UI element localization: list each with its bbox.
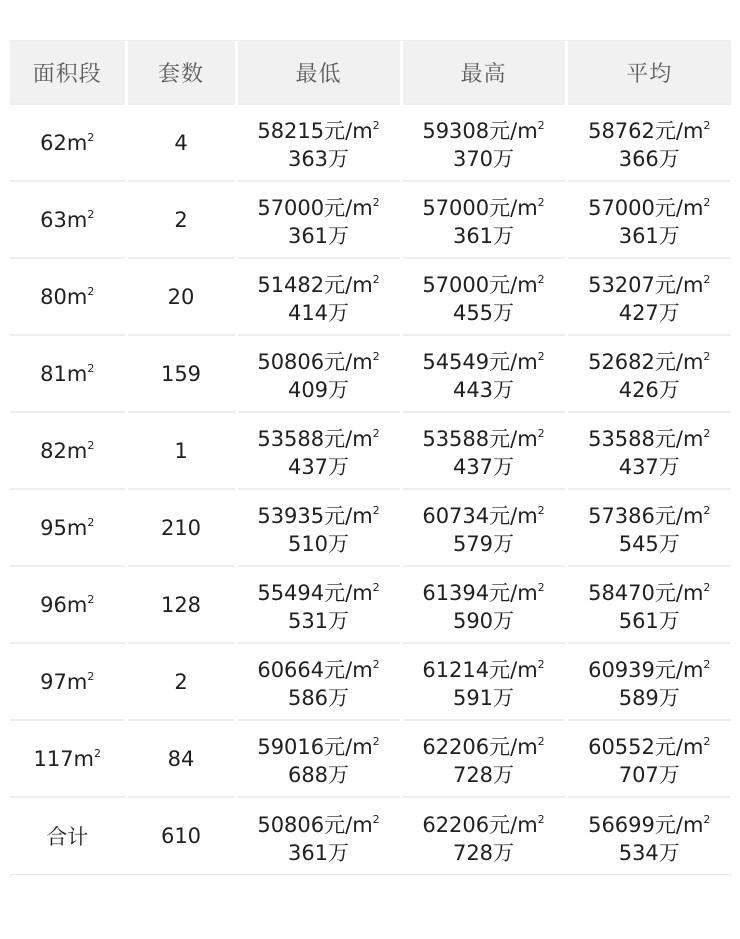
max-unit-price: 54549元$/m^2$: [422, 350, 545, 374]
min-unit-price: 50806元$/m^2$: [257, 812, 380, 837]
count-value: 1: [174, 438, 188, 463]
avg-cell: [566, 104, 731, 181]
avg-cell: [566, 566, 731, 643]
header-row: [10, 41, 731, 104]
min-total-price: 688万: [287, 763, 350, 787]
count-cell: [126, 797, 236, 874]
max-total-price: 437万: [452, 455, 515, 479]
count-cell: [126, 643, 236, 720]
min-cell: [236, 258, 401, 335]
max-cell: [401, 489, 566, 566]
avg-cell: [566, 412, 731, 489]
count-value: 210: [160, 515, 202, 540]
avg-total-price: 361万: [618, 224, 680, 248]
count-value: 610: [160, 824, 202, 848]
avg-unit-price: 57000元$/m^2$: [588, 196, 711, 220]
area-cell: [10, 643, 126, 720]
area-value: $95m^2$: [40, 515, 95, 540]
min-unit-price: 53935元$/m^2$: [257, 504, 380, 528]
max-total-price: 361万: [452, 224, 515, 248]
min-cell: [236, 104, 401, 181]
area-value: $80m^2$: [40, 284, 95, 309]
area-cell: [10, 335, 126, 412]
avg-unit-price: 57386元$/m^2$: [588, 504, 711, 528]
min-unit-price: 58215元$/m^2$: [257, 119, 380, 143]
area-value: $96m^2$: [40, 592, 95, 617]
min-unit-price: 60664元$/m^2$: [257, 658, 380, 682]
avg-unit-price: 53207元$/m^2$: [588, 273, 711, 297]
min-cell: [236, 412, 401, 489]
price-table-container: [10, 40, 731, 875]
area-cell: [10, 104, 126, 181]
area-cell: [10, 797, 126, 874]
max-unit-price: 57000元$/m^2$: [422, 273, 545, 297]
table-row: [10, 104, 731, 181]
count-cell: [126, 412, 236, 489]
count-value: 2: [174, 669, 188, 694]
area-cell: [10, 566, 126, 643]
avg-cell: [566, 797, 731, 874]
price-table: [10, 41, 731, 874]
min-total-price: 361万: [287, 224, 350, 248]
table-row: [10, 797, 731, 874]
max-unit-price: 57000元$/m^2$: [422, 196, 545, 220]
max-total-price: 443万: [452, 378, 515, 402]
max-unit-price: 62206元$/m^2$: [422, 812, 545, 837]
table-row: [10, 335, 731, 412]
max-unit-price: 53588元$/m^2$: [422, 427, 545, 451]
area-value: 合计: [46, 825, 89, 849]
count-cell: [126, 258, 236, 335]
table-row: [10, 412, 731, 489]
area-cell: [10, 258, 126, 335]
header-max: 最高: [401, 41, 566, 104]
min-cell: [236, 181, 401, 258]
min-cell: [236, 643, 401, 720]
area-value: $63m^2$: [40, 207, 95, 232]
header-min: 最低: [236, 41, 401, 104]
avg-total-price: 707万: [618, 763, 680, 787]
min-cell: [236, 566, 401, 643]
max-total-price: 370万: [452, 147, 515, 171]
avg-cell: [566, 258, 731, 335]
area-value: $62m^2$: [40, 130, 95, 155]
table-body: [10, 104, 731, 874]
avg-cell: [566, 720, 731, 797]
min-total-price: 363万: [287, 147, 350, 171]
avg-total-price: 366万: [618, 147, 680, 171]
table-row: [10, 181, 731, 258]
max-cell: [401, 412, 566, 489]
area-value: $81m^2$: [40, 361, 95, 386]
area-value: $82m^2$: [40, 438, 95, 463]
header-area: 面积段: [10, 41, 126, 104]
min-unit-price: 55494元$/m^2$: [257, 581, 380, 605]
count-cell: [126, 489, 236, 566]
max-total-price: 591万: [452, 686, 515, 710]
max-unit-price: 62206元$/m^2$: [422, 735, 545, 759]
avg-total-price: 545万: [618, 532, 680, 556]
avg-unit-price: 58470元$/m^2$: [588, 581, 711, 605]
max-cell: [401, 181, 566, 258]
count-value: 4: [174, 130, 188, 155]
min-unit-price: 50806元$/m^2$: [257, 350, 380, 374]
table-row: [10, 566, 731, 643]
max-cell: [401, 797, 566, 874]
avg-unit-price: 52682元$/m^2$: [588, 350, 711, 374]
avg-unit-price: 56699元$/m^2$: [588, 812, 711, 837]
table-row: [10, 489, 731, 566]
max-total-price: 579万: [452, 532, 515, 556]
max-cell: [401, 104, 566, 181]
count-value: 20: [167, 284, 195, 309]
count-value: 128: [160, 592, 202, 617]
min-cell: [236, 797, 401, 874]
count-cell: [126, 335, 236, 412]
min-cell: [236, 489, 401, 566]
min-total-price: 437万: [287, 455, 350, 479]
min-total-price: 586万: [287, 686, 350, 710]
avg-unit-price: 53588元$/m^2$: [588, 427, 711, 451]
avg-cell: [566, 181, 731, 258]
table-row: [10, 258, 731, 335]
avg-total-price: 589万: [618, 686, 680, 710]
avg-total-price: 427万: [618, 301, 680, 325]
max-unit-price: 61214元$/m^2$: [422, 658, 545, 682]
min-unit-price: 51482元$/m^2$: [257, 273, 380, 297]
header-avg: 平均: [566, 41, 731, 104]
avg-total-price: 426万: [618, 378, 680, 402]
max-unit-price: 59308元$/m^2$: [422, 119, 545, 143]
count-value: 2: [174, 207, 188, 232]
min-total-price: 510万: [287, 532, 350, 556]
header-count: 套数: [126, 41, 236, 104]
area-value: $117m^2$: [33, 746, 102, 771]
max-cell: [401, 258, 566, 335]
max-cell: [401, 643, 566, 720]
min-total-price: 361万: [287, 840, 350, 865]
avg-total-price: 534万: [618, 840, 680, 865]
avg-unit-price: 58762元$/m^2$: [588, 119, 711, 143]
min-total-price: 409万: [287, 378, 350, 402]
max-unit-price: 60734元$/m^2$: [422, 504, 545, 528]
area-value: $97m^2$: [40, 669, 95, 694]
table-header: [10, 41, 731, 104]
min-total-price: 414万: [287, 301, 350, 325]
avg-cell: [566, 335, 731, 412]
avg-unit-price: 60939元$/m^2$: [588, 658, 711, 682]
max-total-price: 455万: [452, 301, 515, 325]
max-cell: [401, 335, 566, 412]
max-total-price: 728万: [452, 763, 515, 787]
count-cell: [126, 566, 236, 643]
avg-cell: [566, 489, 731, 566]
max-total-price: 728万: [452, 840, 515, 865]
area-cell: [10, 181, 126, 258]
avg-unit-price: 60552元$/m^2$: [588, 735, 711, 759]
avg-total-price: 561万: [618, 609, 680, 633]
avg-cell: [566, 643, 731, 720]
area-cell: [10, 489, 126, 566]
count-cell: [126, 720, 236, 797]
min-unit-price: 59016元$/m^2$: [257, 735, 380, 759]
area-cell: [10, 412, 126, 489]
max-cell: [401, 720, 566, 797]
count-cell: [126, 181, 236, 258]
count-cell: [126, 104, 236, 181]
min-unit-price: 57000元$/m^2$: [257, 196, 380, 220]
max-total-price: 590万: [452, 609, 515, 633]
min-cell: [236, 335, 401, 412]
avg-total-price: 437万: [618, 455, 680, 479]
table-row: [10, 720, 731, 797]
min-unit-price: 53588元$/m^2$: [257, 427, 380, 451]
min-cell: [236, 720, 401, 797]
min-total-price: 531万: [287, 609, 350, 633]
count-value: 159: [160, 361, 202, 386]
count-value: 84: [167, 746, 195, 771]
max-cell: [401, 566, 566, 643]
area-cell: [10, 720, 126, 797]
table-row: [10, 643, 731, 720]
max-unit-price: 61394元$/m^2$: [422, 581, 545, 605]
